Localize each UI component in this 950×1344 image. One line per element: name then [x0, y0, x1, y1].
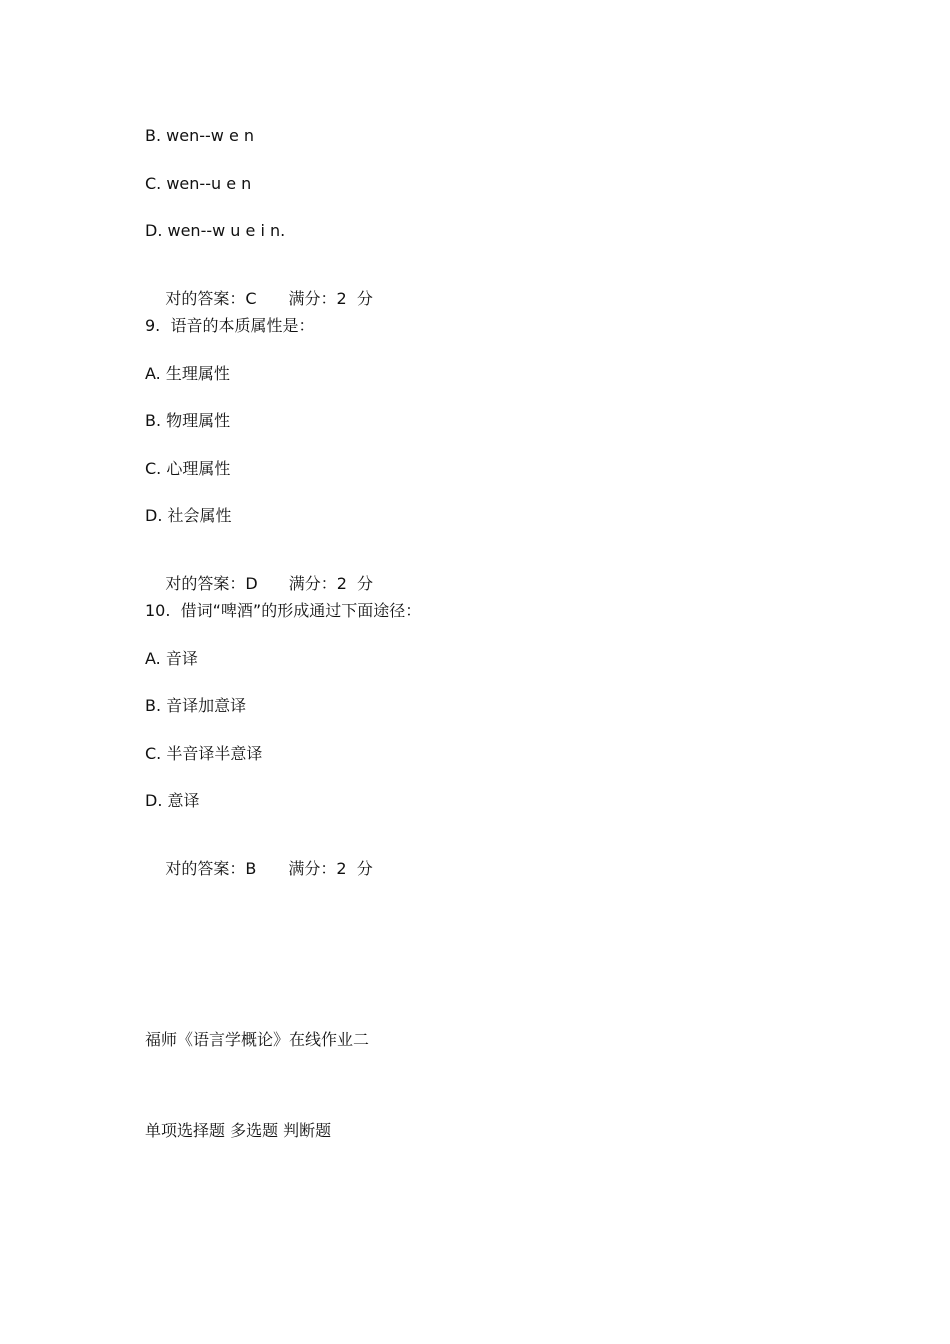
q9-option-c: C. 心理属性 [145, 459, 231, 478]
score-text: 满分：2 分 [288, 289, 373, 308]
score-text: 满分：2 分 [288, 859, 373, 878]
section-title: 福师《语言学概论》在线作业二 [145, 1030, 370, 1049]
answer-value: B [245, 859, 257, 878]
score-text: 满分：2 分 [288, 574, 374, 593]
q9-question-text: 9. 语音的本质属性是： [145, 316, 315, 335]
q10-option-d: D. 意译 [145, 791, 200, 810]
answer-label: 对的答案： [165, 574, 246, 593]
question-types-line: 单项选择题 多选题 判断题 [145, 1121, 332, 1140]
q10-answer-line [145, 839, 373, 899]
q10-question-text: 10. 借词“啤酒”的形成通过下面途径： [145, 601, 422, 620]
answer-value: C [245, 289, 257, 308]
q8-option-b: B. wen--w e n [145, 126, 255, 145]
q9-option-b: B. 物理属性 [145, 411, 231, 430]
q9-option-d: D. 社会属性 [145, 506, 232, 525]
answer-value: D [245, 574, 258, 593]
q10-option-b: B. 音译加意译 [145, 696, 247, 715]
q9-option-a: A. 生理属性 [145, 364, 230, 383]
answer-label: 对的答案： [165, 289, 246, 308]
q10-option-c: C. 半音译半意译 [145, 744, 263, 763]
answer-label: 对的答案： [165, 859, 246, 878]
q8-option-d: D. wen--w u e i n. [145, 221, 286, 240]
q10-option-a: A. 音译 [145, 649, 198, 668]
q8-option-c: C. wen--u e n [145, 174, 252, 193]
